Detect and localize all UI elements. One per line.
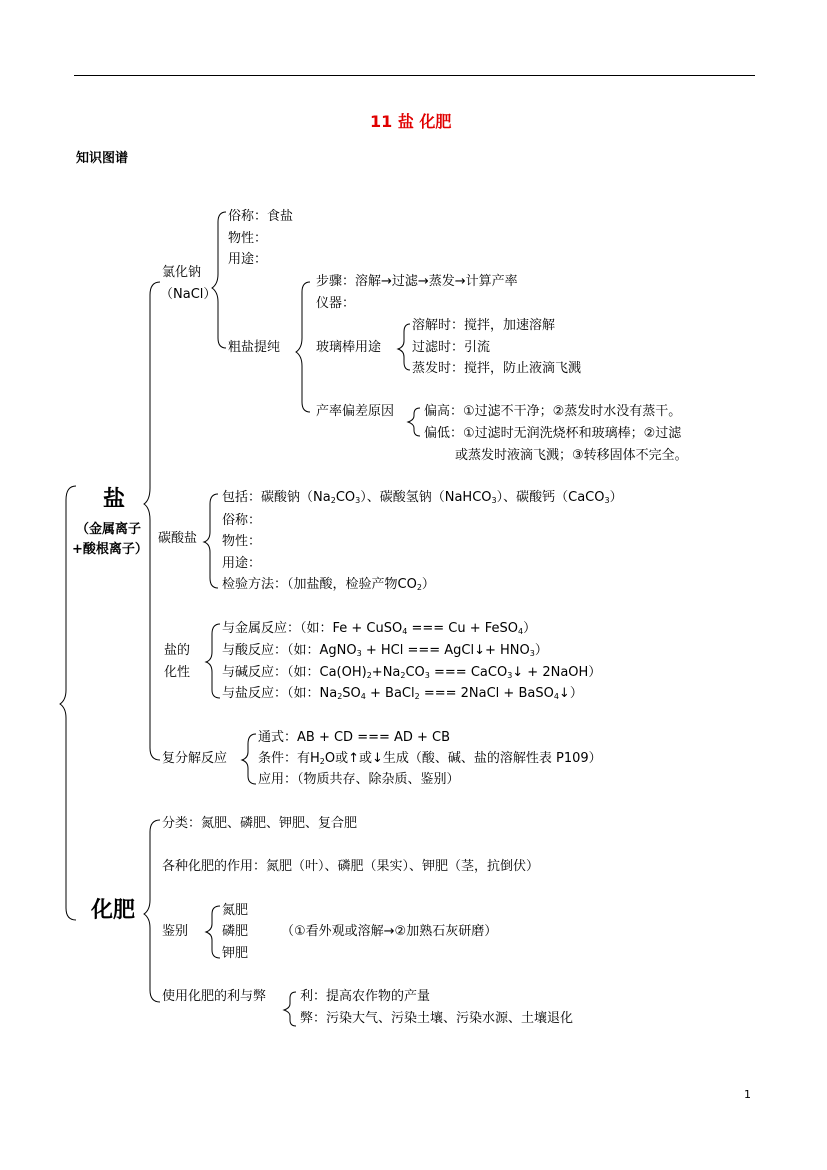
carbonate-uses: 用途： <box>222 556 262 571</box>
reaction-base: 与碱反应：（如：$Ca(OH)_2+Na_2CO_3$ === CaCO$_3$↓ + 2NaOH） <box>222 665 602 680</box>
chem-props-label-1: 盐的 <box>164 643 191 658</box>
nacl-formula: （NaCl） <box>160 287 217 302</box>
yield-error-label: 产率偏差原因 <box>316 404 395 419</box>
decomp-general: 通式：AB + CD === AD + CB <box>258 730 451 745</box>
identify-nitrogen: 氮肥 <box>222 903 249 918</box>
yield-low-line2: 或蒸发时液滴飞溅；③转移固体不完全。 <box>455 448 688 463</box>
identify-method: （①看外观或溶解→②加熟石灰研磨） <box>281 924 498 939</box>
carbonate-physical: 物性： <box>222 534 262 549</box>
carbonate-test: 检验方法：（加盐酸，检验产物$CO_2$） <box>222 577 435 592</box>
identify-potassium: 钾肥 <box>222 946 249 961</box>
reaction-acid: 与酸反应：（如：AgNO$_3$ + HCl === AgCl↓+ $HNO_3$） <box>222 643 548 658</box>
nacl-uses: 用途： <box>228 252 268 267</box>
nacl-physical: 物性： <box>228 231 268 246</box>
fertilizer-con: 弊：污染大气、污染土壤、污染水源、土壤退化 <box>300 1011 574 1026</box>
purify-steps: 步骤：溶解→过滤→蒸发→计算产率 <box>316 274 518 289</box>
page-title: 11 盐 化肥 <box>370 112 452 131</box>
decomp-condition: 条件：有$H_2O$或↑或↓生成（酸、碱、盐的溶解性表 P109） <box>258 751 602 766</box>
rod-evaporate: 蒸发时：搅拌，防止液滴飞溅 <box>412 361 582 376</box>
identify-label: 鉴别 <box>162 924 189 939</box>
fertilizer-classify: 分类：氮肥、磷肥、钾肥、复合肥 <box>162 816 358 831</box>
purify-instruments: 仪器： <box>316 296 356 311</box>
carbonate-common-name: 俗称： <box>222 513 262 528</box>
carbonate-label: 碳酸盐 <box>158 531 198 546</box>
double-decomposition-label: 复分解反应 <box>162 751 228 766</box>
nacl-common-name: 俗称：食盐 <box>228 209 294 224</box>
rod-dissolve: 溶解时：搅拌，加速溶解 <box>412 318 556 333</box>
proscons-label: 使用化肥的利与弊 <box>162 989 267 1004</box>
chem-props-label-2: 化性 <box>164 665 191 680</box>
section-heading: 知识图谱 <box>76 151 129 166</box>
glass-rod-label: 玻璃棒用途 <box>316 340 382 355</box>
reaction-salt: 与盐反应：（如：$Na_2SO_4$ + BaCl$_2$ === 2NaCl + BaSO$_4$↓） <box>222 686 583 701</box>
purify-label: 粗盐提纯 <box>228 340 281 355</box>
fertilizer-label: 化肥 <box>91 898 136 923</box>
page-number: 1 <box>744 1088 751 1101</box>
salt-definition-line1: （金属离子 <box>76 522 142 537</box>
fertilizer-roles: 各种化肥的作用：氮肥（叶）、磷肥（果实）、钾肥（茎，抗倒伏） <box>162 859 540 874</box>
nacl-label: 氯化钠 <box>162 265 202 280</box>
decomp-application: 应用：（物质共存、除杂质、鉴别） <box>258 772 460 787</box>
fertilizer-pro: 利：提高农作物的产量 <box>300 989 431 1004</box>
salt-definition-line2: +酸根离子） <box>72 542 148 557</box>
salt-label: 盐 <box>103 487 126 512</box>
reaction-metal: 与金属反应：（如：Fe + CuSO$_4$ === Cu + FeSO$_4$） <box>222 621 537 636</box>
yield-high: 偏高：①过滤不干净；②蒸发时水没有蒸干。 <box>424 404 682 419</box>
yield-low-line1: 偏低：①过滤时无润洗烧杯和玻璃棒；②过滤 <box>424 426 682 441</box>
rod-filter: 过滤时：引流 <box>412 340 491 355</box>
carbonate-includes: 包括：碳酸钠$(Na_2CO_3)$、碳酸氢钠（NaHCO$_3$）、碳酸钙（CaCO$_3$） <box>222 490 623 505</box>
identify-phosphorus: 磷肥 <box>222 924 249 939</box>
